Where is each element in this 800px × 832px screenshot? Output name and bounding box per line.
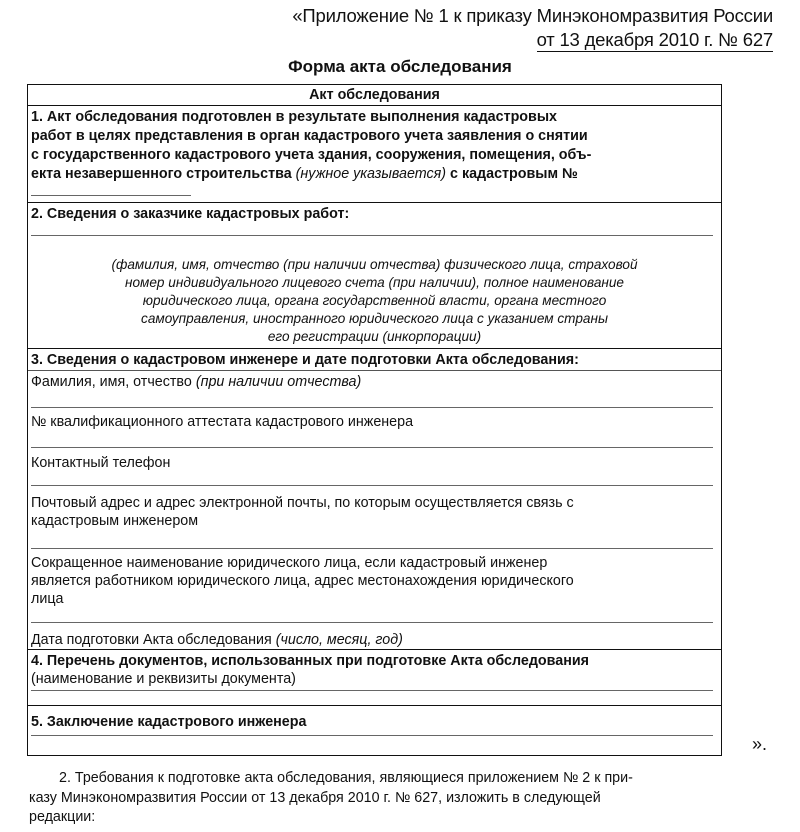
s3-date — [31, 631, 403, 650]
divider — [28, 370, 721, 371]
s3-fio-label: Фамилия, имя, отчество — [31, 374, 192, 390]
s1-line-2: работ в целях представления в орган кадастрового учета заявления о снятии — [31, 128, 588, 144]
cadastral-number-line[interactable] — [31, 195, 191, 196]
s3-address-2: кадастровым инженером — [31, 513, 199, 529]
paragraph-line-2: казу Минэкономразвития России от 13 декабря 2010 г. № 627, изложить в следующей — [29, 789, 601, 806]
s2-note-4: самоуправления, иностранного юридического лица с указанием страны — [141, 311, 608, 326]
s1-line-1: 1. Акт обследования подготовлен в результате выполнения кадастровых — [31, 109, 557, 125]
documents-line[interactable] — [31, 690, 713, 691]
s4-sub: (наименование и реквизиты документа) — [31, 671, 296, 687]
s2-note-5: его регистрации (инкорпорации) — [267, 329, 482, 344]
header-line-2-text: от 13 декабря 2010 г. № 627 — [536, 29, 773, 50]
s3-cert: № квалификационного аттестата кадастрового инженера — [31, 414, 414, 430]
s3-fio-note: (при наличии отчества) — [195, 374, 362, 390]
s2-heading: 2. Сведения о заказчике кадастровых работ: — [31, 206, 350, 222]
s3-heading: 3. Сведения о кадастровом инженере и дате подготовки Акта обследования: — [31, 352, 579, 368]
s1-line-4-c: с кадастровым № — [450, 166, 578, 182]
legal-line[interactable] — [31, 622, 713, 623]
s3-fio — [31, 373, 361, 392]
s5-heading: 5. Заключение кадастрового инженера — [31, 714, 307, 730]
s3-legal-2: является работником юридического лица, адрес местонахождения юридического — [31, 573, 574, 589]
s2-note-3: юридического лица, органа государственной власти, органа местного — [142, 293, 607, 308]
closing-mark: ». — [752, 734, 768, 754]
s2-note-1: (фамилия, имя, отчество (при наличии отчества) физического лица, страховой — [111, 257, 638, 272]
address-line[interactable] — [31, 548, 713, 549]
divider — [28, 105, 721, 106]
paragraph-line-1: 2. Требования к подготовке акта обследования, являющиеся приложением № 2 к при- — [59, 770, 633, 786]
header-line-2 — [537, 29, 773, 51]
divider — [28, 705, 721, 706]
divider — [28, 649, 721, 650]
s1-line-3: с государственного кадастрового учета здания, сооружения, помещения, объ- — [31, 147, 592, 163]
cert-line[interactable] — [31, 447, 713, 448]
header-line-1: «Приложение № 1 к приказу Минэкономразвития России — [292, 5, 773, 26]
paragraph-2 — [29, 769, 774, 828]
form-caption: Акт обследования — [309, 87, 440, 103]
s3-legal-3: лица — [31, 591, 64, 607]
inspection-act-form — [27, 84, 722, 756]
paragraph-line-3: редакции: — [29, 809, 96, 825]
s3-phone: Контактный телефон — [31, 455, 171, 471]
conclusion-line[interactable] — [31, 735, 713, 736]
customer-line[interactable] — [31, 235, 713, 236]
s1-line-4-b: (нужное указывается) — [295, 166, 447, 182]
s3-date-label: Дата подготовки Акта обследования — [31, 632, 272, 648]
divider — [28, 202, 721, 203]
s3-legal-1: Сокращенное наименование юридического лица, если кадастровый инженер — [31, 555, 548, 571]
fio-line[interactable] — [31, 407, 713, 408]
s3-address-1: Почтовый адрес и адрес электронной почты, по которым осуществляется связь с — [31, 495, 574, 511]
s2-note-2: номер индивидуального лицевого счета (при наличии), полное наименование — [125, 275, 624, 290]
s1-line-4-a: екта незавершенного строительства — [31, 166, 292, 182]
form-title: Форма акта обследования — [288, 57, 512, 76]
s3-date-note: (число, месяц, год) — [275, 632, 403, 648]
divider — [28, 348, 721, 349]
s1-line-4 — [31, 165, 578, 184]
phone-line[interactable] — [31, 485, 713, 486]
s4-heading: 4. Перечень документов, использованных при подготовке Акта обследования — [31, 653, 589, 669]
